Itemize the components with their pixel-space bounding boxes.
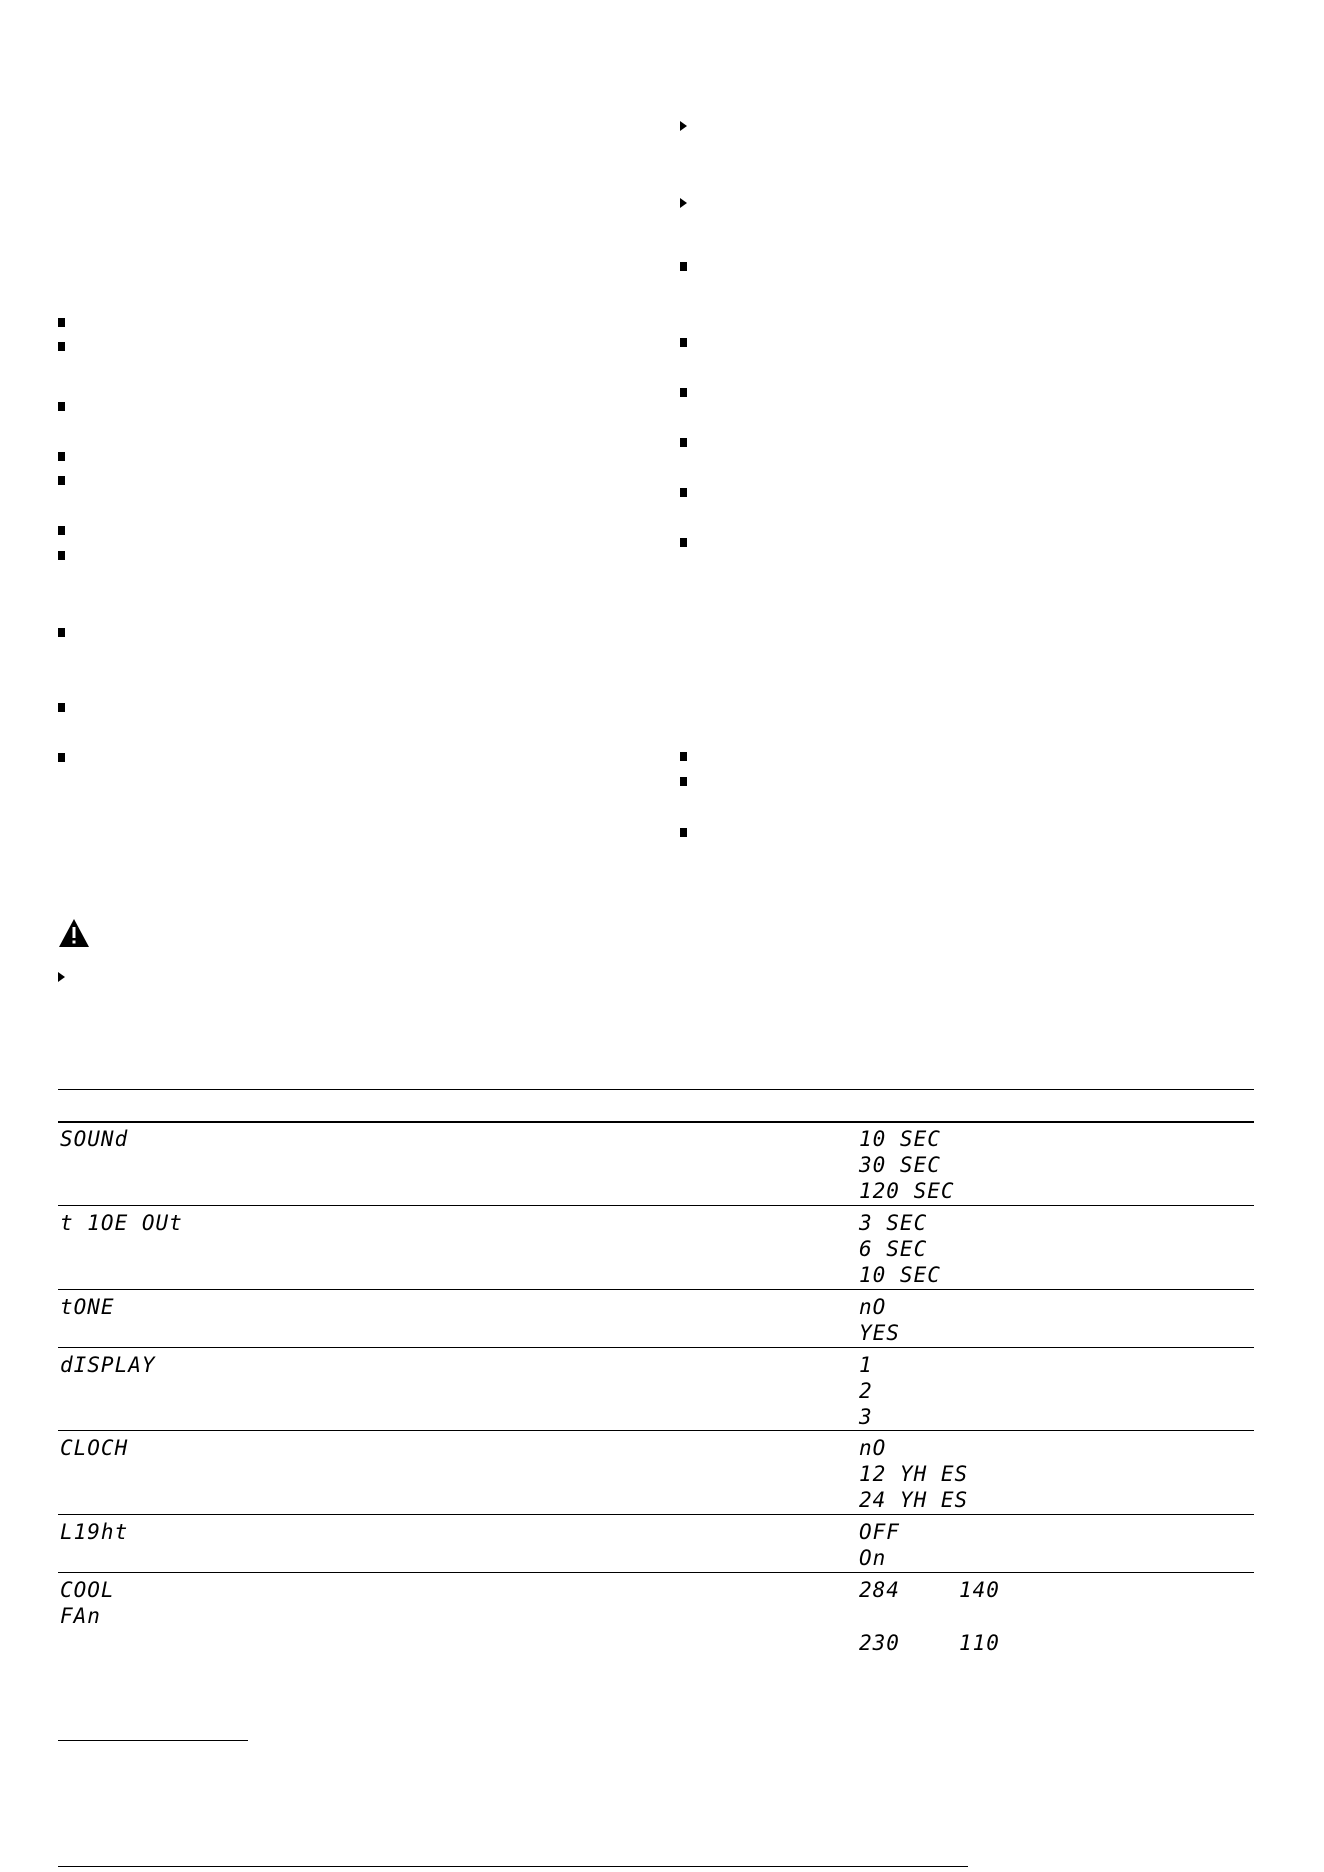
setting-value: nO: [859, 1436, 887, 1460]
setting-value: 24 YH ES: [859, 1488, 969, 1512]
bullet-square: [680, 388, 687, 397]
header-rule: [58, 1121, 1254, 1123]
setting-value: 10 SEC: [859, 1263, 941, 1287]
table-top-rule: [58, 1089, 1254, 1090]
row-rule: [58, 1205, 1254, 1206]
setting-value: 6 SEC: [859, 1237, 928, 1261]
bullet-square: [58, 476, 65, 485]
bullet-square: [58, 342, 65, 351]
setting-value: 110: [959, 1631, 1000, 1655]
bullet-square: [680, 262, 687, 271]
bullet-square: [58, 753, 65, 762]
footer-rule: [58, 1866, 968, 1867]
bullet-square: [58, 703, 65, 712]
setting-value: On: [859, 1546, 887, 1570]
bullet-square: [680, 338, 687, 347]
bullet-square: [680, 438, 687, 447]
setting-value: 1: [859, 1353, 873, 1377]
setting-name: SOUNd: [60, 1127, 129, 1151]
bullet-square: [680, 488, 687, 497]
bullet-square: [58, 318, 65, 327]
footnote-rule: [58, 1740, 248, 1741]
step-arrow: [680, 121, 687, 131]
setting-value: OFF: [859, 1520, 900, 1544]
bullet-square: [680, 538, 687, 547]
warning-icon: [58, 918, 90, 948]
bullet-square: [58, 628, 65, 637]
setting-value: 230: [859, 1631, 900, 1655]
row-rule: [58, 1514, 1254, 1515]
setting-name: dISPLAY: [60, 1353, 156, 1377]
setting-name: tONE: [60, 1295, 115, 1319]
bullet-square: [58, 526, 65, 535]
setting-value: 120 SEC: [859, 1179, 955, 1203]
row-rule: [58, 1347, 1254, 1348]
bullet-square: [680, 828, 687, 837]
setting-value: YES: [859, 1321, 900, 1345]
bullet-square: [58, 452, 65, 461]
bullet-square: [680, 777, 687, 786]
setting-name: L19ht: [60, 1520, 129, 1544]
setting-value: 284: [859, 1578, 900, 1602]
row-rule: [58, 1430, 1254, 1431]
setting-value: nO: [859, 1295, 887, 1319]
step-arrow: [58, 972, 65, 982]
row-rule: [58, 1572, 1254, 1573]
step-arrow: [680, 198, 687, 208]
setting-name: FAn: [60, 1604, 101, 1628]
bullet-square: [58, 402, 65, 411]
setting-value: 30 SEC: [859, 1153, 941, 1177]
setting-name: t 1OE OUt: [60, 1211, 183, 1235]
bullet-square: [680, 752, 687, 761]
setting-value: 3 SEC: [859, 1211, 928, 1235]
bullet-square: [58, 551, 65, 560]
setting-value: 12 YH ES: [859, 1462, 969, 1486]
setting-value: 2: [859, 1379, 873, 1403]
setting-name: COOL: [60, 1578, 115, 1602]
setting-name: CLOCH: [60, 1436, 129, 1460]
setting-value: 3: [859, 1405, 873, 1429]
setting-value: 140: [959, 1578, 1000, 1602]
row-rule: [58, 1289, 1254, 1290]
setting-value: 10 SEC: [859, 1127, 941, 1151]
